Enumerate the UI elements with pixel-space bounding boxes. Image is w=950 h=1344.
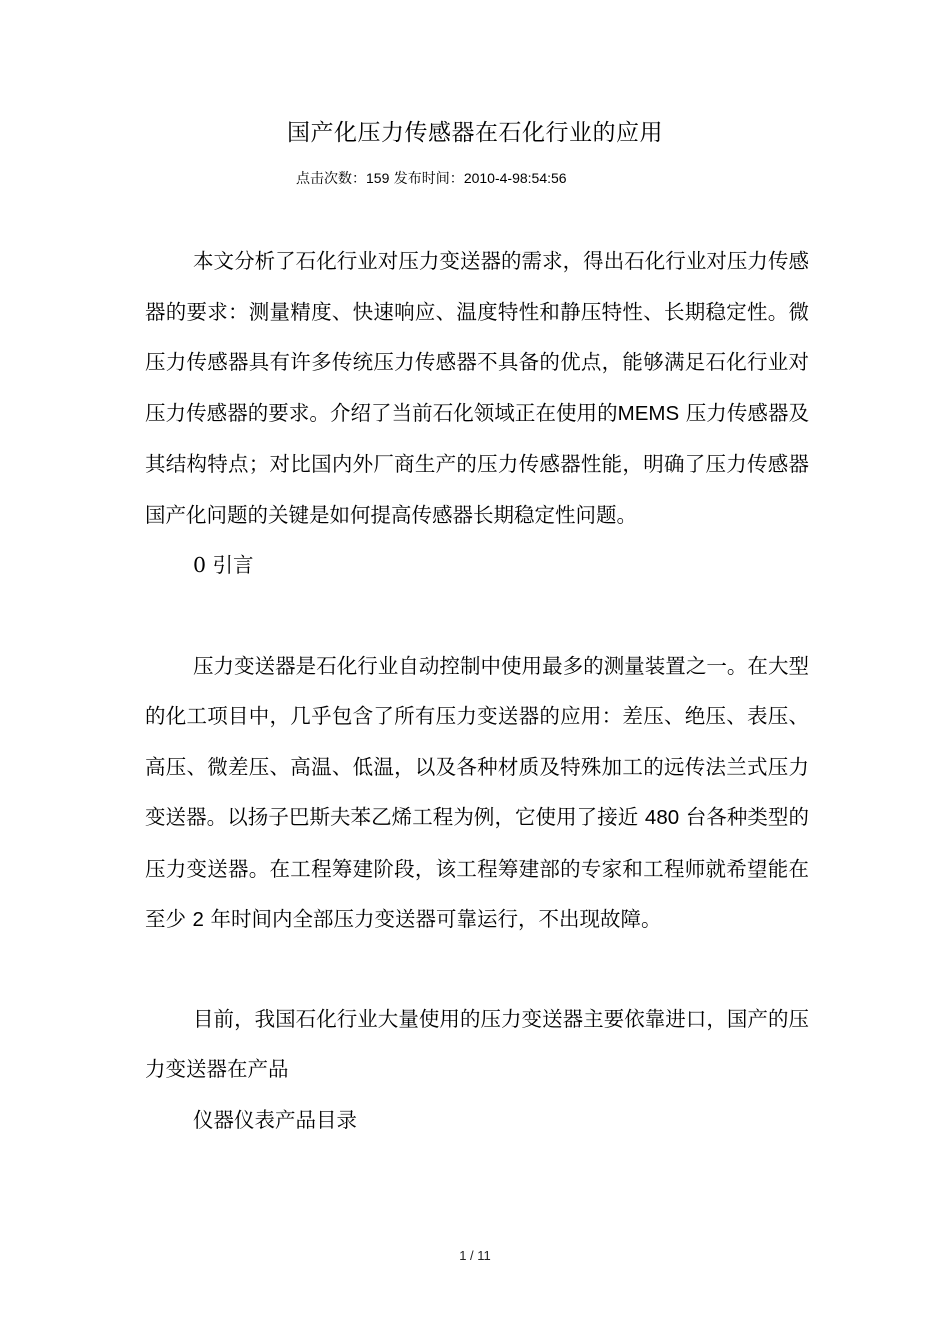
- section-heading: 0 引言: [193, 553, 254, 577]
- page-title: 国产化压力传感器在石化行业的应用: [287, 120, 663, 146]
- spacer: [145, 591, 809, 641]
- abstract-paragraph: [145, 236, 809, 540]
- abstract-term: MEMS: [617, 401, 680, 425]
- spacer: [145, 946, 809, 994]
- clicks-value: 159: [366, 170, 390, 186]
- article-body: [145, 236, 809, 1145]
- abstract-text-2: 压力传感器及其结构特点；对比国内外厂商生产的压力传感器性能，明确了压力传感器国产化问题的关键是如何提高传感器长期稳定性问题。: [145, 400, 809, 527]
- catalog-line: 仪器仪表产品目录: [193, 1107, 357, 1132]
- intro-number-2: 2: [192, 908, 204, 931]
- intro-text-2: 台各种类型的压力变送器。在工程筹建阶段，该工程筹建部的专家和工程师就希望能在至少: [145, 805, 809, 931]
- intro-number-1: 480: [644, 806, 680, 829]
- clicks-label: 点击次数：: [296, 171, 366, 187]
- published-value: 2010-4-98:54:56: [463, 170, 567, 186]
- intro-text-1: 压力变送器是石化行业自动控制中使用最多的测量装置之一。在大型的化工项目中，几乎包含了所有压力变送器的应用：差压、绝压、表压、高压、微差压、高温、低温，以及各种材质及特殊加工的远传法兰式压力变送器。以扬子巴斯夫苯乙烯工程为例，它使用了接近: [145, 653, 809, 829]
- page-indicator: 1 / 11: [459, 1248, 491, 1263]
- intro-text-3: 年时间内全部压力变送器可靠运行，不出现故障。: [203, 907, 662, 931]
- article-meta: [296, 168, 567, 189]
- current-status-paragraph: 目前，我国石化行业大量使用的压力变送器主要依靠进口，国产的压力变送器在产品: [145, 1006, 809, 1081]
- published-label: 发布时间：: [389, 171, 464, 187]
- intro-paragraph: [145, 641, 809, 946]
- abstract-text-1: 本文分析了石化行业对压力变送器的需求，得出石化行业对压力传感器的要求：测量精度、快速响应、温度特性和静压特性、长期稳定性。微压力传感器具有许多传统压力传感器不具备的优点，能够满足石化行业对压力传感器的要求。介绍了当前石化领域正在使用的: [145, 249, 809, 425]
